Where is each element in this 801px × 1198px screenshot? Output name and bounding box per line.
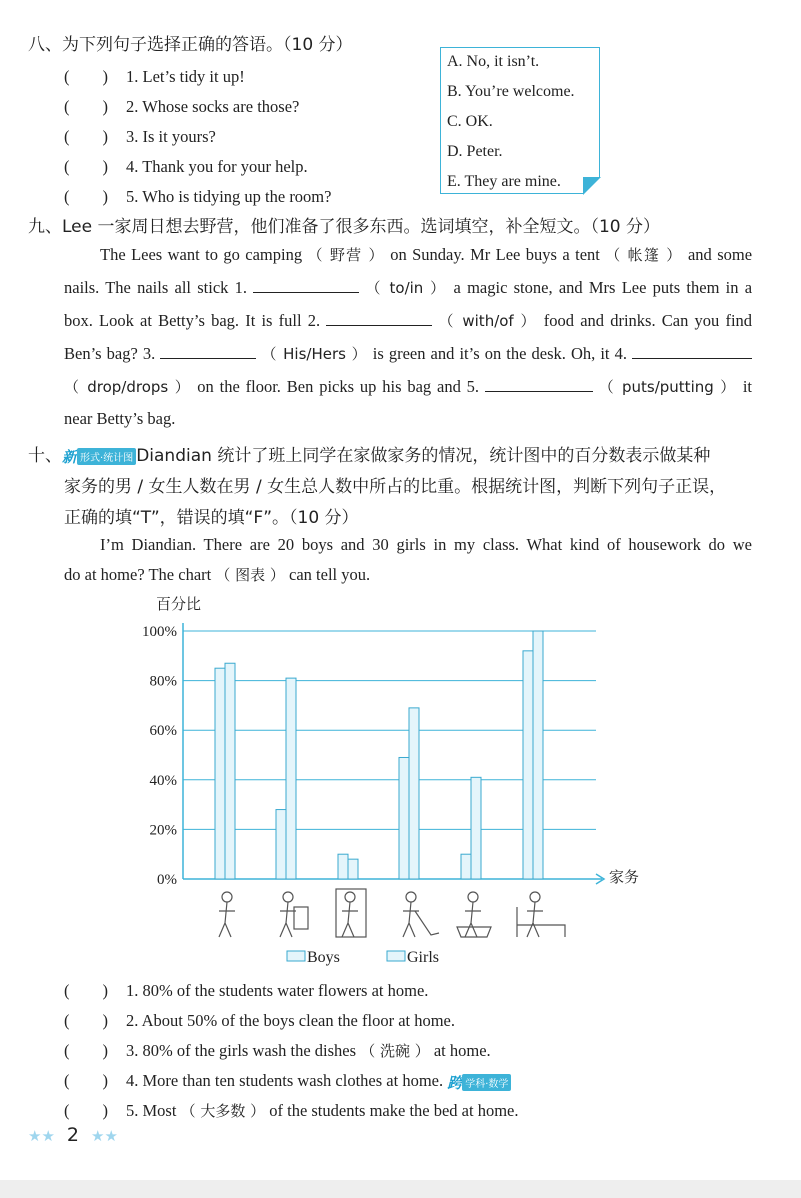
text: is green and it’s on the desk. Oh, it 4. <box>372 344 627 363</box>
make-bed-icon <box>517 892 565 937</box>
bar-girls-6 <box>533 631 543 879</box>
text: box. Look at Betty’s bag. It is full 2. <box>64 311 321 330</box>
choice-3: （ His/Hers ） <box>261 345 368 363</box>
text: Ben’s bag? 3. <box>64 344 156 363</box>
s10-question-3 <box>64 1037 491 1061</box>
option-a: A. No, it isn’t. <box>447 53 540 70</box>
question-tail: of the students make the bed at home. <box>269 1101 519 1120</box>
legend-label-girls: Girls <box>407 949 439 966</box>
page-number: 2 <box>66 1124 79 1146</box>
x-axis-label: 家务 <box>609 868 640 886</box>
s10-question-1 <box>64 977 428 1001</box>
answer-paren[interactable]: ( ) <box>64 981 108 1000</box>
page-footer <box>28 1124 118 1146</box>
answer-paren[interactable]: ( ) <box>64 97 108 116</box>
blank-2[interactable] <box>326 311 432 326</box>
math-tag: 学科·数学 <box>462 1074 511 1091</box>
star-icon: ★★ <box>28 1129 55 1145</box>
question-text: 1. 80% of the students water flowers at home. <box>126 981 429 1000</box>
s10-intro-2 <box>64 564 752 585</box>
wash-dishes-icon <box>280 892 308 937</box>
bar-boys-4 <box>399 757 409 879</box>
answer-paren[interactable]: ( ) <box>64 127 108 146</box>
text: do at home? The chart <box>64 565 212 584</box>
section-10-title <box>28 441 710 467</box>
text: can tell you. <box>289 565 371 584</box>
s8-question-5 <box>64 183 331 207</box>
gloss: （ 帐篷 ） <box>605 246 683 264</box>
star-icon: ★★ <box>91 1129 118 1145</box>
legend-label-boys: Boys <box>307 949 340 966</box>
question-text: 2. Whose socks are those? <box>126 97 300 116</box>
s8-question-4 <box>64 153 308 177</box>
choice-1: （ to/in ） <box>365 279 448 297</box>
question-text: 4. Thank you for your help. <box>126 157 308 176</box>
choice-4: （ drop/drops ） <box>64 378 192 396</box>
question-text: 4. More than ten students wash clothes at home. <box>126 1071 444 1090</box>
option-c: C. OK. <box>447 113 493 130</box>
section-9-title: 九、Lee 一家周日想去野营，他们准备了很多东西。选词填空，补全短文。（10 分） <box>28 217 661 237</box>
question-tail: at home. <box>433 1041 491 1060</box>
legend-swatch-girls <box>387 951 405 961</box>
bar-girls-3 <box>348 859 358 879</box>
bar-boys-5 <box>461 854 471 879</box>
water-flowers-icon <box>219 892 235 937</box>
gloss: （ 洗碗 ） <box>360 1042 430 1060</box>
section-number: 十、 <box>28 446 62 466</box>
section-8-title: 八、为下列句子选择正确的答语。（10 分） <box>28 35 353 55</box>
gloss: （ 图表 ） <box>215 566 285 584</box>
answer-paren[interactable]: ( ) <box>64 1041 108 1060</box>
bar-boys-1 <box>215 668 225 879</box>
section-10-title-2: 家务的男 / 女生人数在男 / 女生总人数中所占的比重。根据统计图，判断下列句子正误， <box>64 477 727 497</box>
bar-boys-6 <box>523 651 533 879</box>
clean-window-icon <box>336 889 366 937</box>
option-b: B. You’re welcome. <box>447 83 575 100</box>
section-10-title-3: 正确的填“T”，错误的填“F”。（10 分） <box>64 508 359 528</box>
s9-line-5 <box>64 376 752 397</box>
bar-girls-5 <box>471 777 481 879</box>
answer-paren[interactable]: ( ) <box>64 1101 108 1120</box>
new-tag: 新 <box>62 447 78 466</box>
question-text: 3. 80% of the girls wash the dishes <box>126 1041 357 1060</box>
bar-girls-1 <box>225 663 235 879</box>
bar-boys-3 <box>338 854 348 879</box>
y-tick-label: 80% <box>149 673 177 690</box>
blank-3[interactable] <box>160 344 256 359</box>
s9-line-6: near Betty’s bag. <box>64 409 176 428</box>
s10-question-2 <box>64 1007 455 1031</box>
answer-paren[interactable]: ( ) <box>64 67 108 86</box>
s8-question-3 <box>64 123 216 147</box>
question-text: 5. Most <box>126 1101 177 1120</box>
s9-line-3 <box>64 310 752 331</box>
answer-paren[interactable]: ( ) <box>64 1011 108 1030</box>
s9-line-1 <box>64 244 752 265</box>
s9-line-4 <box>64 343 752 364</box>
text: nails. The nails all stick 1. <box>64 278 248 297</box>
answer-paren[interactable]: ( ) <box>64 157 108 176</box>
gloss: （ 大多数 ） <box>180 1102 266 1120</box>
s8-question-2 <box>64 93 299 117</box>
question-text: 1. Let’s tidy it up! <box>126 67 245 86</box>
wash-clothes-icon <box>457 892 491 937</box>
blank-4[interactable] <box>632 344 752 359</box>
s10-question-5 <box>64 1097 519 1121</box>
y-tick-label: 20% <box>149 822 177 839</box>
bar-girls-2 <box>286 678 296 879</box>
text: it <box>742 377 753 396</box>
s10-intro-1: I’m Diandian. There are 20 boys and 30 girls in my class. What kind of housework do we <box>100 535 752 554</box>
blank-5[interactable] <box>485 377 593 392</box>
option-d: D. Peter. <box>447 143 503 160</box>
bar-boys-2 <box>276 810 286 879</box>
choice-5: （ puts/putting ） <box>598 378 737 396</box>
legend-swatch-boys <box>287 951 305 961</box>
clean-floor-icon <box>403 892 439 937</box>
cross-subject-tag: 跨 <box>447 1073 463 1092</box>
question-text: 2. About 50% of the boys clean the floor at home. <box>126 1011 456 1030</box>
option-e: E. They are mine. <box>447 173 561 190</box>
s10-question-4 <box>64 1067 511 1093</box>
options-box <box>440 47 600 194</box>
title-text: Diandian 统计了班上同学在家做家务的情况，统计图中的百分数表示做某种 <box>136 446 711 466</box>
text: and some <box>687 245 753 264</box>
page-fold-icon <box>583 177 601 195</box>
text: a magic stone, and Mrs Lee puts them in a <box>453 278 753 297</box>
question-text: 3. Is it yours? <box>126 127 216 146</box>
y-tick-label: 40% <box>149 772 177 789</box>
form-tag: 形式·统计图 <box>77 448 136 465</box>
question-text: 5. Who is tidying up the room? <box>126 187 332 206</box>
s9-line-2 <box>64 277 752 298</box>
gloss: （ 野营 ） <box>307 246 385 264</box>
text: on the floor. Ben picks up his bag and 5. <box>197 377 480 396</box>
answer-paren[interactable]: ( ) <box>64 1071 108 1090</box>
text: on Sunday. Mr Lee buys a tent <box>390 245 600 264</box>
blank-1[interactable] <box>253 278 359 293</box>
y-axis-label: 百分比 <box>156 595 202 613</box>
choice-2: （ with/of ） <box>438 312 538 330</box>
bar-girls-4 <box>409 708 419 879</box>
y-tick-label: 100% <box>142 624 177 640</box>
housework-bar-chart <box>0 585 801 970</box>
y-tick-label: 60% <box>149 723 177 740</box>
s8-question-1 <box>64 63 245 87</box>
answer-paren[interactable]: ( ) <box>64 187 108 206</box>
bottom-bar <box>0 1180 801 1198</box>
text: The Lees want to go camping <box>100 245 303 264</box>
y-tick-label: 0% <box>157 872 177 888</box>
text: food and drinks. Can you find <box>543 311 753 330</box>
